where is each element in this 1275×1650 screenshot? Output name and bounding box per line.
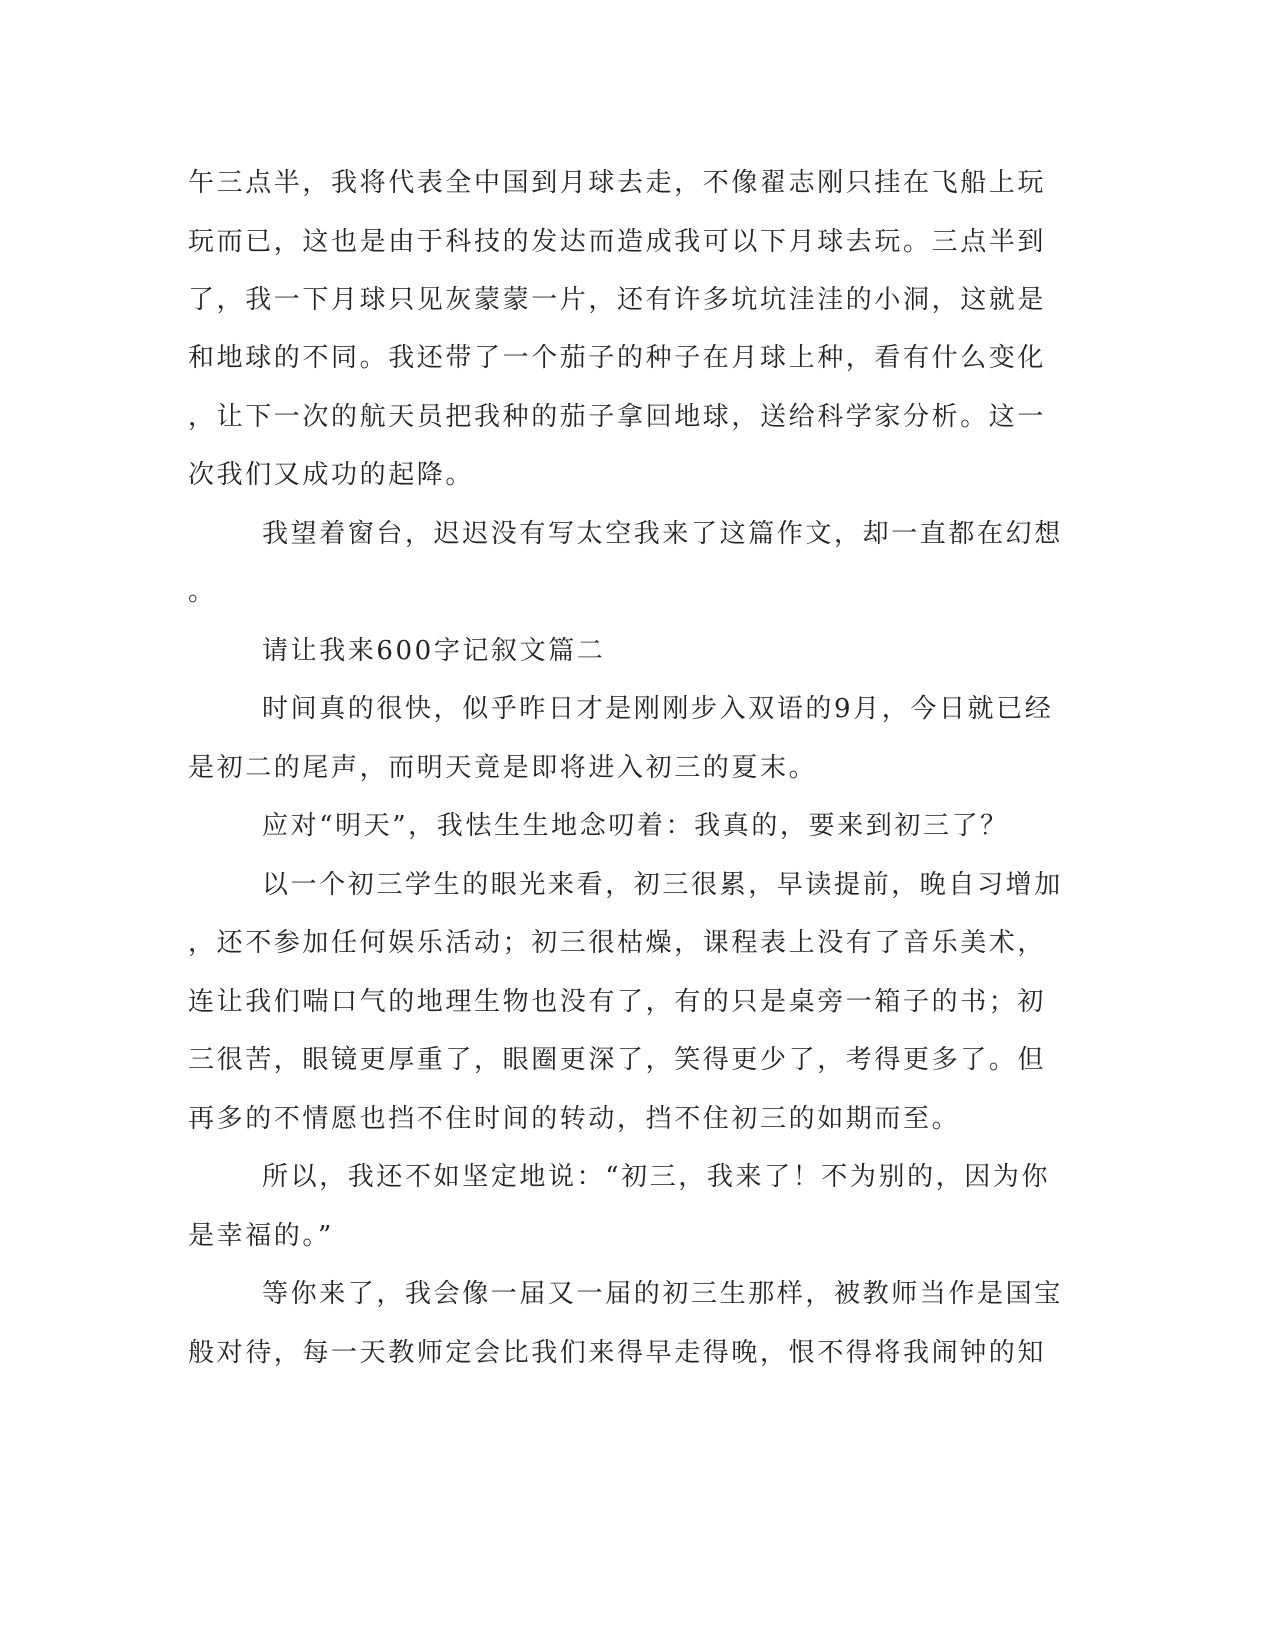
text-line-8: 。 bbox=[188, 577, 217, 607]
paragraph-start-line: 以一个初三学生的眼光来看，初三很累，早读提前，晚自习增加 bbox=[262, 870, 1063, 900]
text-line-11: 是初二的尾声，而明天竟是即将进入初三的夏末。 bbox=[188, 753, 818, 783]
paragraph-start-line: 所以，我还不如坚定地说：“初三，我来了！不为别的，因为你 bbox=[262, 1162, 1051, 1192]
text-line-16: 三很苦，眼镜更厚重了，眼圈更深了，笑得更少了，考得更多了。但 bbox=[188, 1045, 1047, 1075]
text-line-6: 次我们又成功的起降。 bbox=[188, 460, 475, 490]
paragraph-start-line: 我望着窗台，迟迟没有写太空我来了这篇作文，却一直都在幻想 bbox=[262, 519, 1063, 549]
paragraph-start-line: 等你来了，我会像一届又一届的初三生那样，被教师当作是国宝 bbox=[262, 1279, 1063, 1309]
text-line-3: 了，我一下月球只见灰蒙蒙一片，还有许多坑坑洼洼的小洞，这就是 bbox=[188, 285, 1047, 315]
paragraph-start-line: 应对“明天”，我怯生生地念叨着：我真的，要来到初三了？ bbox=[262, 811, 1009, 841]
text-line-2: 玩而已，这也是由于科技的发达而造成我可以下月球去玩。三点半到 bbox=[188, 227, 1047, 257]
text-line-14: ，还不参加任何娱乐活动；初三很枯燥，课程表上没有了音乐美术， bbox=[188, 928, 1047, 958]
text-line-1: 午三点半，我将代表全中国到月球去走，不像翟志刚只挂在飞船上玩 bbox=[188, 168, 1047, 198]
text-line-4: 和地球的不同。我还带了一个茄子的种子在月球上种，看有什么变化 bbox=[188, 343, 1047, 373]
section-heading: 请让我来600字记叙文篇二 bbox=[262, 636, 606, 666]
text-line-17: 再多的不情愿也挡不住时间的转动，挡不住初三的如期而至。 bbox=[188, 1104, 961, 1134]
text-line-15: 连让我们喘口气的地理生物也没有了，有的只是桌旁一箱子的书；初 bbox=[188, 987, 1047, 1017]
text-line-5: ，让下一次的航天员把我种的茄子拿回地球，送给科学家分析。这一 bbox=[188, 402, 1047, 432]
text-line-21: 般对待，每一天教师定会比我们来得早走得晚，恨不得将我闹钟的知 bbox=[188, 1338, 1047, 1368]
paragraph-start-line: 时间真的很快，似乎昨日才是刚刚步入双语的9月，今日就已经 bbox=[262, 694, 1054, 724]
text-line-19: 是幸福的。” bbox=[188, 1221, 334, 1251]
